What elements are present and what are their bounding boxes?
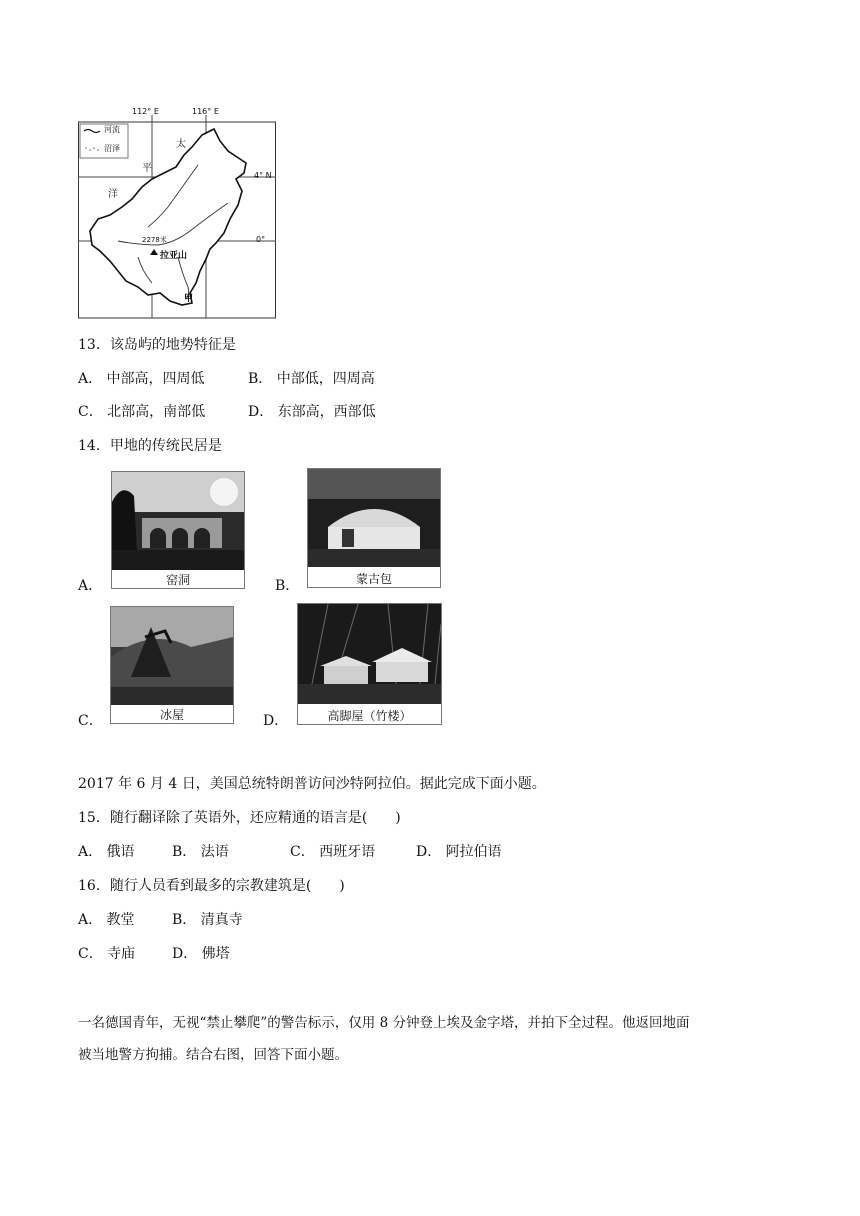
passage-pyramid-line-1: 一名德国青年，无视“禁止攀爬”的警告标示，仅用 8 分钟登上埃及金字塔，并拍下全过程。他返回地面 [78,1015,690,1031]
q16-option-c[interactable]: C． 寺庙 [78,946,136,962]
yurt-image [308,469,440,567]
q13-option-a[interactable]: A． 中部高，四周低 [78,371,205,387]
passage-pyramid-line-2: 被当地警方拘捕。结合右图，回答下面小题。 [78,1047,348,1063]
lon-label-112: 112° E [132,107,159,116]
q16-option-b[interactable]: B． 清真寺 [172,912,243,928]
stilt-house-image [298,604,441,704]
sea-char-3: 洋 [108,189,118,200]
q15-option-a[interactable]: A． 俄语 [78,844,135,860]
photo-yurt [307,468,441,588]
q16-option-a[interactable]: A． 教堂 [78,912,135,928]
q16-option-d[interactable]: D． 佛塔 [172,946,230,962]
caption-cave-dwelling: 窑洞 [112,572,244,588]
photo-igloo [110,606,234,724]
q15-option-b[interactable]: B． 法语 [172,844,229,860]
island-map [78,107,276,319]
q13-stem: 13．该岛屿的地势特征是 [78,337,236,353]
igloo-image [111,607,233,705]
mountain-name-label: 拉亚山 [160,251,188,261]
caption-yurt: 蒙古包 [308,571,440,587]
caption-stilt-house: 高脚屋（竹楼） [298,708,441,724]
q14-letter-d[interactable]: D． [263,713,289,729]
lat-label-0: 0° [256,235,266,244]
caption-igloo: 冰屋 [111,707,233,723]
q15-option-d[interactable]: D． 阿拉伯语 [416,844,502,860]
q13-option-d[interactable]: D． 东部高，西部低 [248,404,376,420]
passage-saudi-visit: 2017 年 6 月 4 日，美国总统特朗普访问沙特阿拉伯。据此完成下面小题。 [78,776,546,792]
q15-option-c[interactable]: C． 西班牙语 [290,844,376,860]
q14-letter-a[interactable]: A． [78,578,103,594]
q14-letter-c[interactable]: C． [78,713,103,729]
mountain-height-label: 2278米 [142,236,167,244]
q14-stem: 14．甲地的传统民居是 [78,438,222,454]
q13-option-c[interactable]: C． 北部高，南部低 [78,404,206,420]
lon-label-116: 116° E [192,107,219,116]
place-jia-label: 甲 [184,294,194,304]
photo-stilt-house [297,603,442,725]
legend-river-label: 河流 [104,125,120,134]
q15-stem: 15．随行翻译除了英语外，还应精通的语言是( ) [78,810,401,826]
photo-cave-dwelling [111,471,245,589]
sea-char-2: 平 [142,163,152,174]
q13-option-b[interactable]: B． 中部低，四周高 [248,371,375,387]
sea-char-1: 太 [176,139,186,150]
cave-dwelling-image [112,472,244,570]
q14-letter-b[interactable]: B． [275,578,300,594]
lat-label-4n: 4° N [254,171,272,180]
q16-stem: 16．随行人员看到最多的宗教建筑是( ) [78,878,345,894]
legend-swamp-label: 沼泽 [104,144,120,153]
